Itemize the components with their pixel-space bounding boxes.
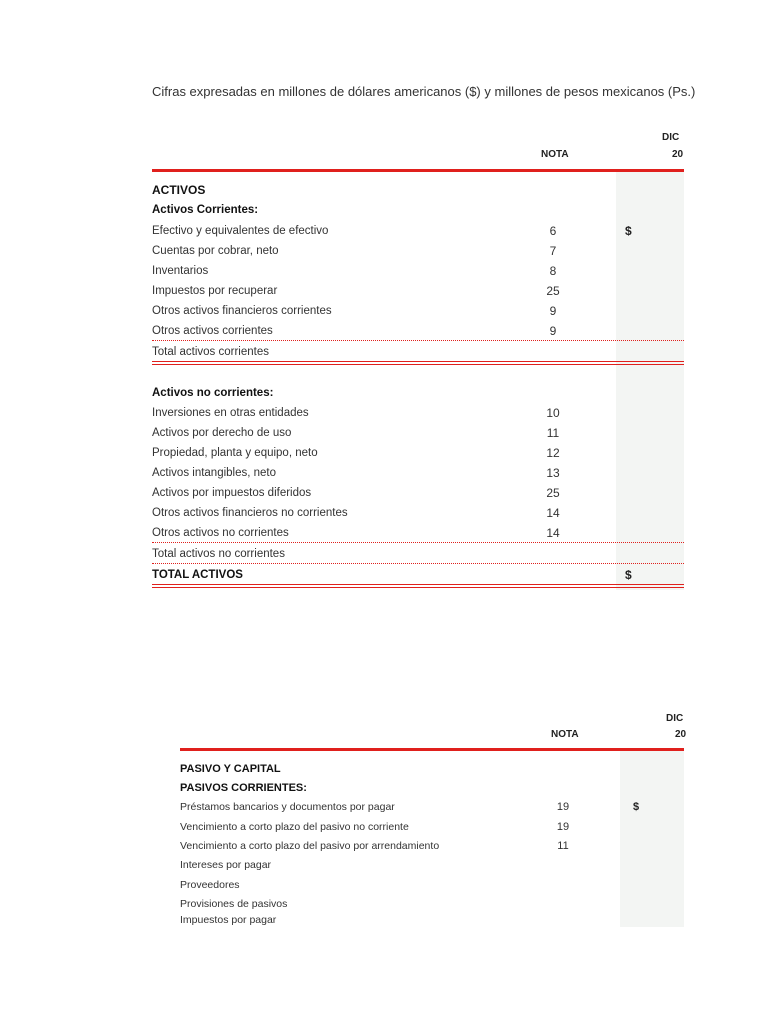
list-item: Propiedad, planta y equipo, neto: [152, 447, 318, 459]
list-item: Otros activos financieros no corrientes: [152, 507, 348, 519]
note-number: 8: [549, 264, 557, 278]
subtotal-noncurrent-assets: Total activos no corrientes: [152, 548, 285, 560]
list-item: Activos por impuestos diferidos: [152, 487, 312, 499]
list-item: Otros activos financieros corrientes: [152, 305, 332, 317]
divider: [152, 542, 684, 543]
list-item: Intereses por pagar: [180, 859, 272, 871]
subsection-current-assets: Activos Corrientes:: [152, 204, 259, 216]
list-item: Impuestos por recuperar: [152, 285, 278, 297]
note-number: 6: [549, 224, 557, 238]
value-column-shading: [620, 751, 684, 927]
note-column-header: NOTA: [551, 729, 579, 740]
list-item: Préstamos bancarios y documentos por pagar: [180, 801, 395, 813]
note-number: 25: [546, 284, 560, 298]
list-item: Efectivo y equivalentes de efectivo: [152, 225, 329, 237]
list-item: Cuentas por cobrar, neto: [152, 245, 279, 257]
date-column-header-top: DIC: [666, 713, 684, 724]
note-number: 14: [546, 506, 560, 520]
divider: [152, 340, 684, 341]
list-item: Inventarios: [152, 265, 209, 277]
currency-symbol: $: [633, 801, 640, 813]
list-item: Vencimiento a corto plazo del pasivo no corriente: [180, 821, 409, 833]
list-item: Inversiones en otras entidades: [152, 407, 309, 419]
header-rule: [180, 748, 684, 751]
note-number: 10: [546, 406, 560, 420]
divider: [152, 364, 684, 365]
list-item: Otros activos corrientes: [152, 325, 273, 337]
date-column-header-top: DIC: [662, 132, 680, 143]
header-rule: [152, 169, 684, 172]
note-number: 9: [549, 304, 557, 318]
divider: [152, 361, 684, 362]
statement-caption: Cifras expresadas en millones de dólares americanos ($) y millones de pesos mexicanos (Ps.): [152, 84, 696, 99]
subsection-current-liabilities: PASIVOS CORRIENTES:: [180, 782, 307, 794]
note-number: 25: [546, 486, 560, 500]
subsection-noncurrent-assets: Activos no corrientes:: [152, 387, 274, 399]
list-item-cut: Impuestos por pagar: [180, 914, 277, 926]
currency-symbol: $: [625, 568, 632, 582]
note-number: 9: [549, 324, 557, 338]
note-number: 13: [546, 466, 560, 480]
note-number: 11: [546, 426, 560, 440]
note-column-header: NOTA: [541, 149, 569, 160]
grand-total-assets: TOTAL ACTIVOS: [152, 569, 243, 581]
note-number: 12: [546, 446, 560, 460]
list-item: Otros activos no corrientes: [152, 527, 289, 539]
currency-symbol: $: [625, 224, 632, 238]
divider: [152, 587, 684, 588]
note-number: 19: [556, 821, 570, 833]
note-number: 7: [549, 244, 557, 258]
note-number: 11: [557, 840, 569, 852]
date-column-header-bottom: 20: [672, 149, 684, 160]
list-item: Provisiones de pasivos: [180, 898, 288, 910]
section-title-activos: ACTIVOS: [152, 183, 206, 197]
note-number: 14: [546, 526, 560, 540]
date-column-header-bottom: 20: [675, 729, 687, 740]
note-number: 19: [556, 801, 570, 813]
divider: [152, 584, 684, 585]
list-item: Proveedores: [180, 879, 240, 891]
divider: [152, 563, 684, 564]
subtotal-current-assets: Total activos corrientes: [152, 346, 269, 358]
list-item: Activos por derecho de uso: [152, 427, 292, 439]
list-item: Activos intangibles, neto: [152, 467, 277, 479]
section-title-pasivo-capital: PASIVO Y CAPITAL: [180, 763, 281, 775]
list-item: Vencimiento a corto plazo del pasivo por arrendamiento: [180, 840, 440, 852]
